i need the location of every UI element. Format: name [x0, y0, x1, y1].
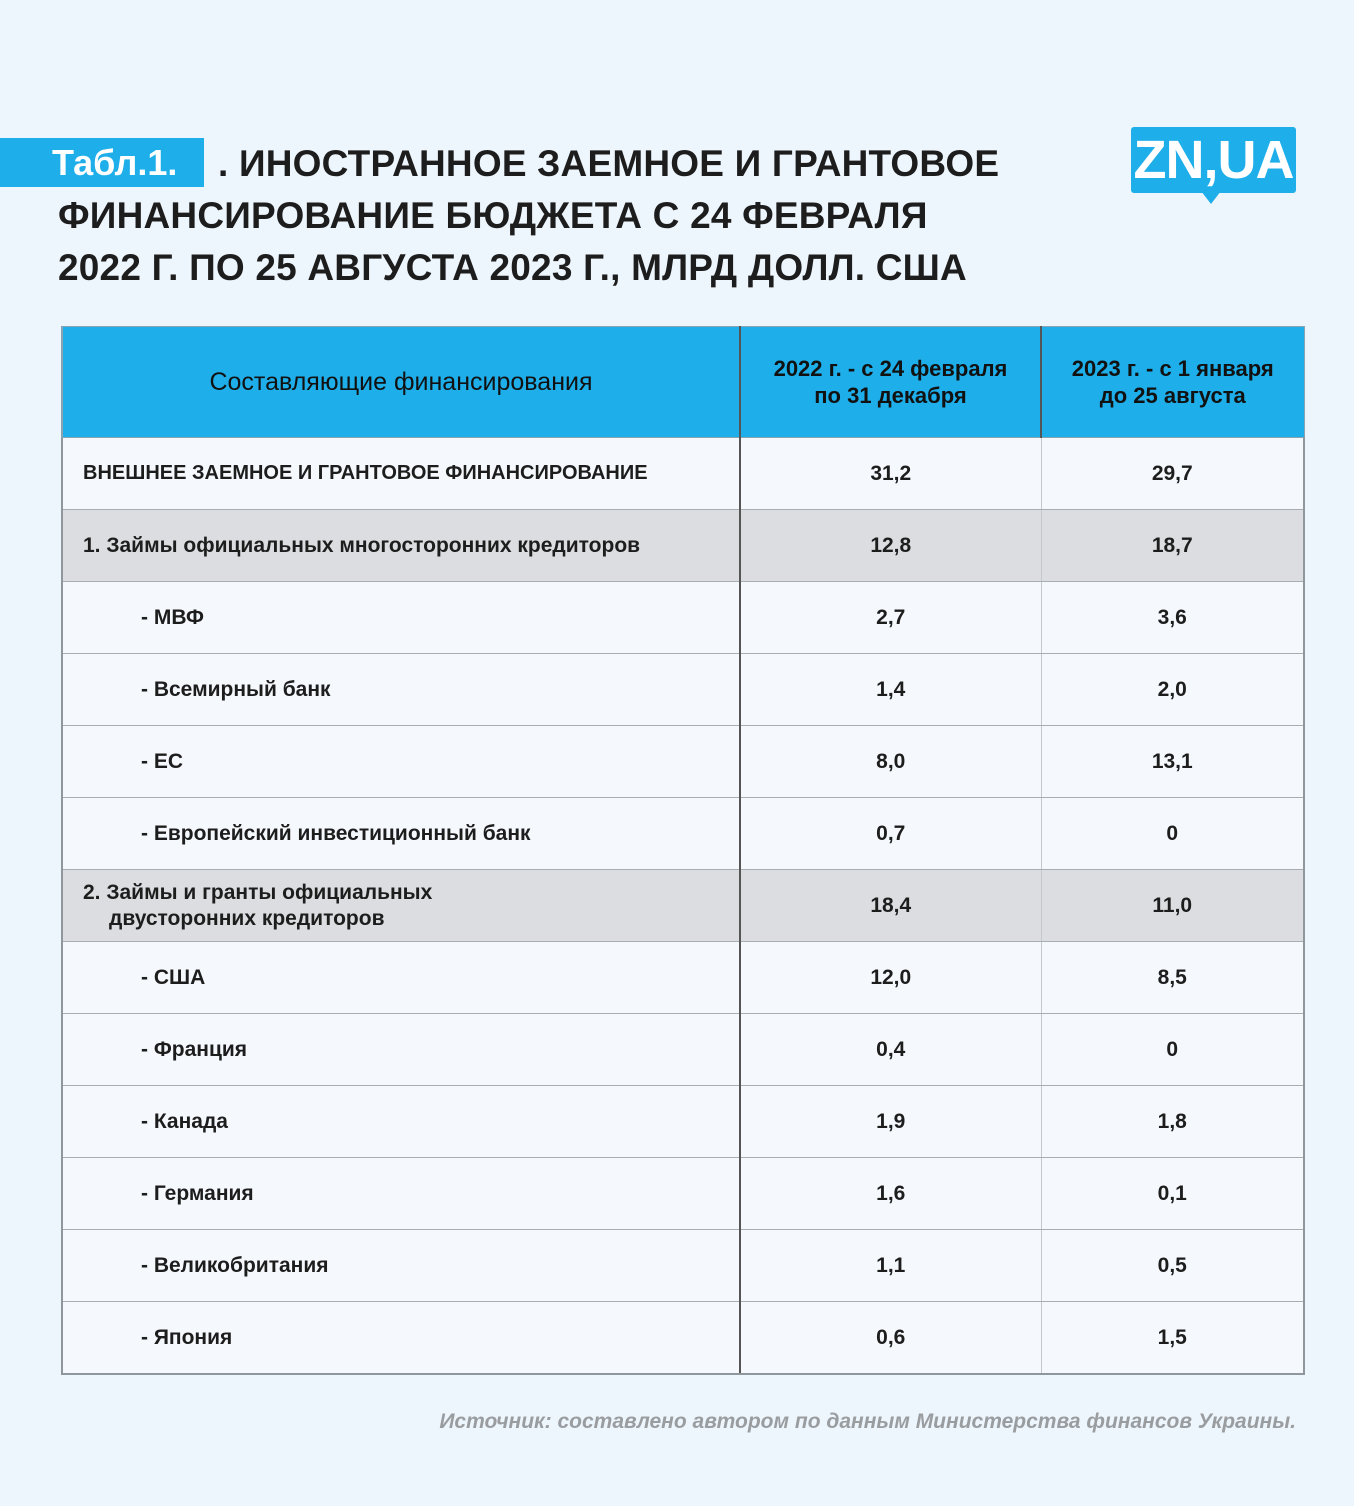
value-2023: 29,7 [1041, 438, 1304, 510]
row-label: - Германия [62, 1158, 740, 1230]
source-note: Источник: составлено автором по данным Министерства финансов Украины. [439, 1410, 1296, 1433]
row-label: - Япония [62, 1302, 740, 1375]
table-header-row [62, 327, 1304, 438]
header-2022 [740, 327, 1041, 438]
table-row [62, 510, 1304, 582]
table-row [62, 654, 1304, 726]
table-row [62, 1230, 1304, 1302]
table-row [62, 1158, 1304, 1230]
table-row [62, 1302, 1304, 1375]
value-2023: 0,5 [1041, 1230, 1304, 1302]
value-2022: 31,2 [740, 438, 1041, 510]
table-row [62, 1086, 1304, 1158]
row-label: - США [62, 942, 740, 1014]
table-row [62, 942, 1304, 1014]
value-2022: 12,8 [740, 510, 1041, 582]
value-2022: 1,9 [740, 1086, 1041, 1158]
zn-ua-logo: ZN,UA [1131, 127, 1296, 193]
value-2022: 1,1 [740, 1230, 1041, 1302]
value-2022: 1,6 [740, 1158, 1041, 1230]
financing-table [61, 326, 1305, 1375]
value-2022: 18,4 [740, 870, 1041, 942]
header-2022-line-2: по 31 декабря [814, 383, 967, 408]
value-2023: 3,6 [1041, 582, 1304, 654]
page-title [58, 138, 1098, 294]
value-2023: 13,1 [1041, 726, 1304, 798]
value-2022: 0,7 [740, 798, 1041, 870]
table-row [62, 582, 1304, 654]
table-body [62, 438, 1304, 1375]
value-2023: 0 [1041, 1014, 1304, 1086]
row-label: - Европейский инвестиционный банк [62, 798, 740, 870]
row-label-line: двусторонних кредиторов [109, 906, 385, 930]
row-label [62, 870, 740, 942]
header-components: Составляющие финансирования [62, 327, 740, 438]
header-2023 [1041, 327, 1304, 438]
table-row [62, 438, 1304, 510]
value-2022: 0,4 [740, 1014, 1041, 1086]
row-label: - Франция [62, 1014, 740, 1086]
value-2022: 1,4 [740, 654, 1041, 726]
value-2023: 11,0 [1041, 870, 1304, 942]
table-row [62, 870, 1304, 942]
row-label: - ЕС [62, 726, 740, 798]
value-2022: 2,7 [740, 582, 1041, 654]
value-2023: 0 [1041, 798, 1304, 870]
row-label: - Всемирный банк [62, 654, 740, 726]
logo-speech-tail [1201, 191, 1221, 204]
title-line-3: 2022 Г. ПО 25 АВГУСТА 2023 Г., МЛРД ДОЛЛ. США [58, 247, 967, 288]
value-2022: 0,6 [740, 1302, 1041, 1375]
value-2023: 2,0 [1041, 654, 1304, 726]
row-label-line: 2. Займы и гранты официальных [83, 880, 433, 904]
value-2023: 1,5 [1041, 1302, 1304, 1375]
value-2023: 0,1 [1041, 1158, 1304, 1230]
value-2023: 1,8 [1041, 1086, 1304, 1158]
row-label: 1. Займы официальных многосторонних кредиторов [62, 510, 740, 582]
row-label: - Великобритания [62, 1230, 740, 1302]
row-label: ВНЕШНЕЕ ЗАЕМНОЕ И ГРАНТОВОЕ ФИНАНСИРОВАНИЕ [62, 438, 740, 510]
header-2022-line-1: 2022 г. - с 24 февраля [773, 356, 1008, 381]
value-2022: 8,0 [740, 726, 1041, 798]
title-line-2: ФИНАНСИРОВАНИЕ БЮДЖЕТА С 24 ФЕВРАЛЯ [58, 195, 928, 236]
header-2023-line-1: 2023 г. - с 1 января [1071, 356, 1274, 381]
table-row [62, 726, 1304, 798]
row-label: - Канада [62, 1086, 740, 1158]
header-2023-line-2: до 25 августа [1099, 383, 1246, 408]
value-2023: 8,5 [1041, 942, 1304, 1014]
row-label: - МВФ [62, 582, 740, 654]
title-line-1: . ИНОСТРАННОЕ ЗАЕМНОЕ И ГРАНТОВОЕ [218, 143, 1000, 184]
table-row [62, 1014, 1304, 1086]
table-number-tag: Табл.1. [0, 138, 204, 187]
value-2022: 12,0 [740, 942, 1041, 1014]
table-row [62, 798, 1304, 870]
value-2023: 18,7 [1041, 510, 1304, 582]
